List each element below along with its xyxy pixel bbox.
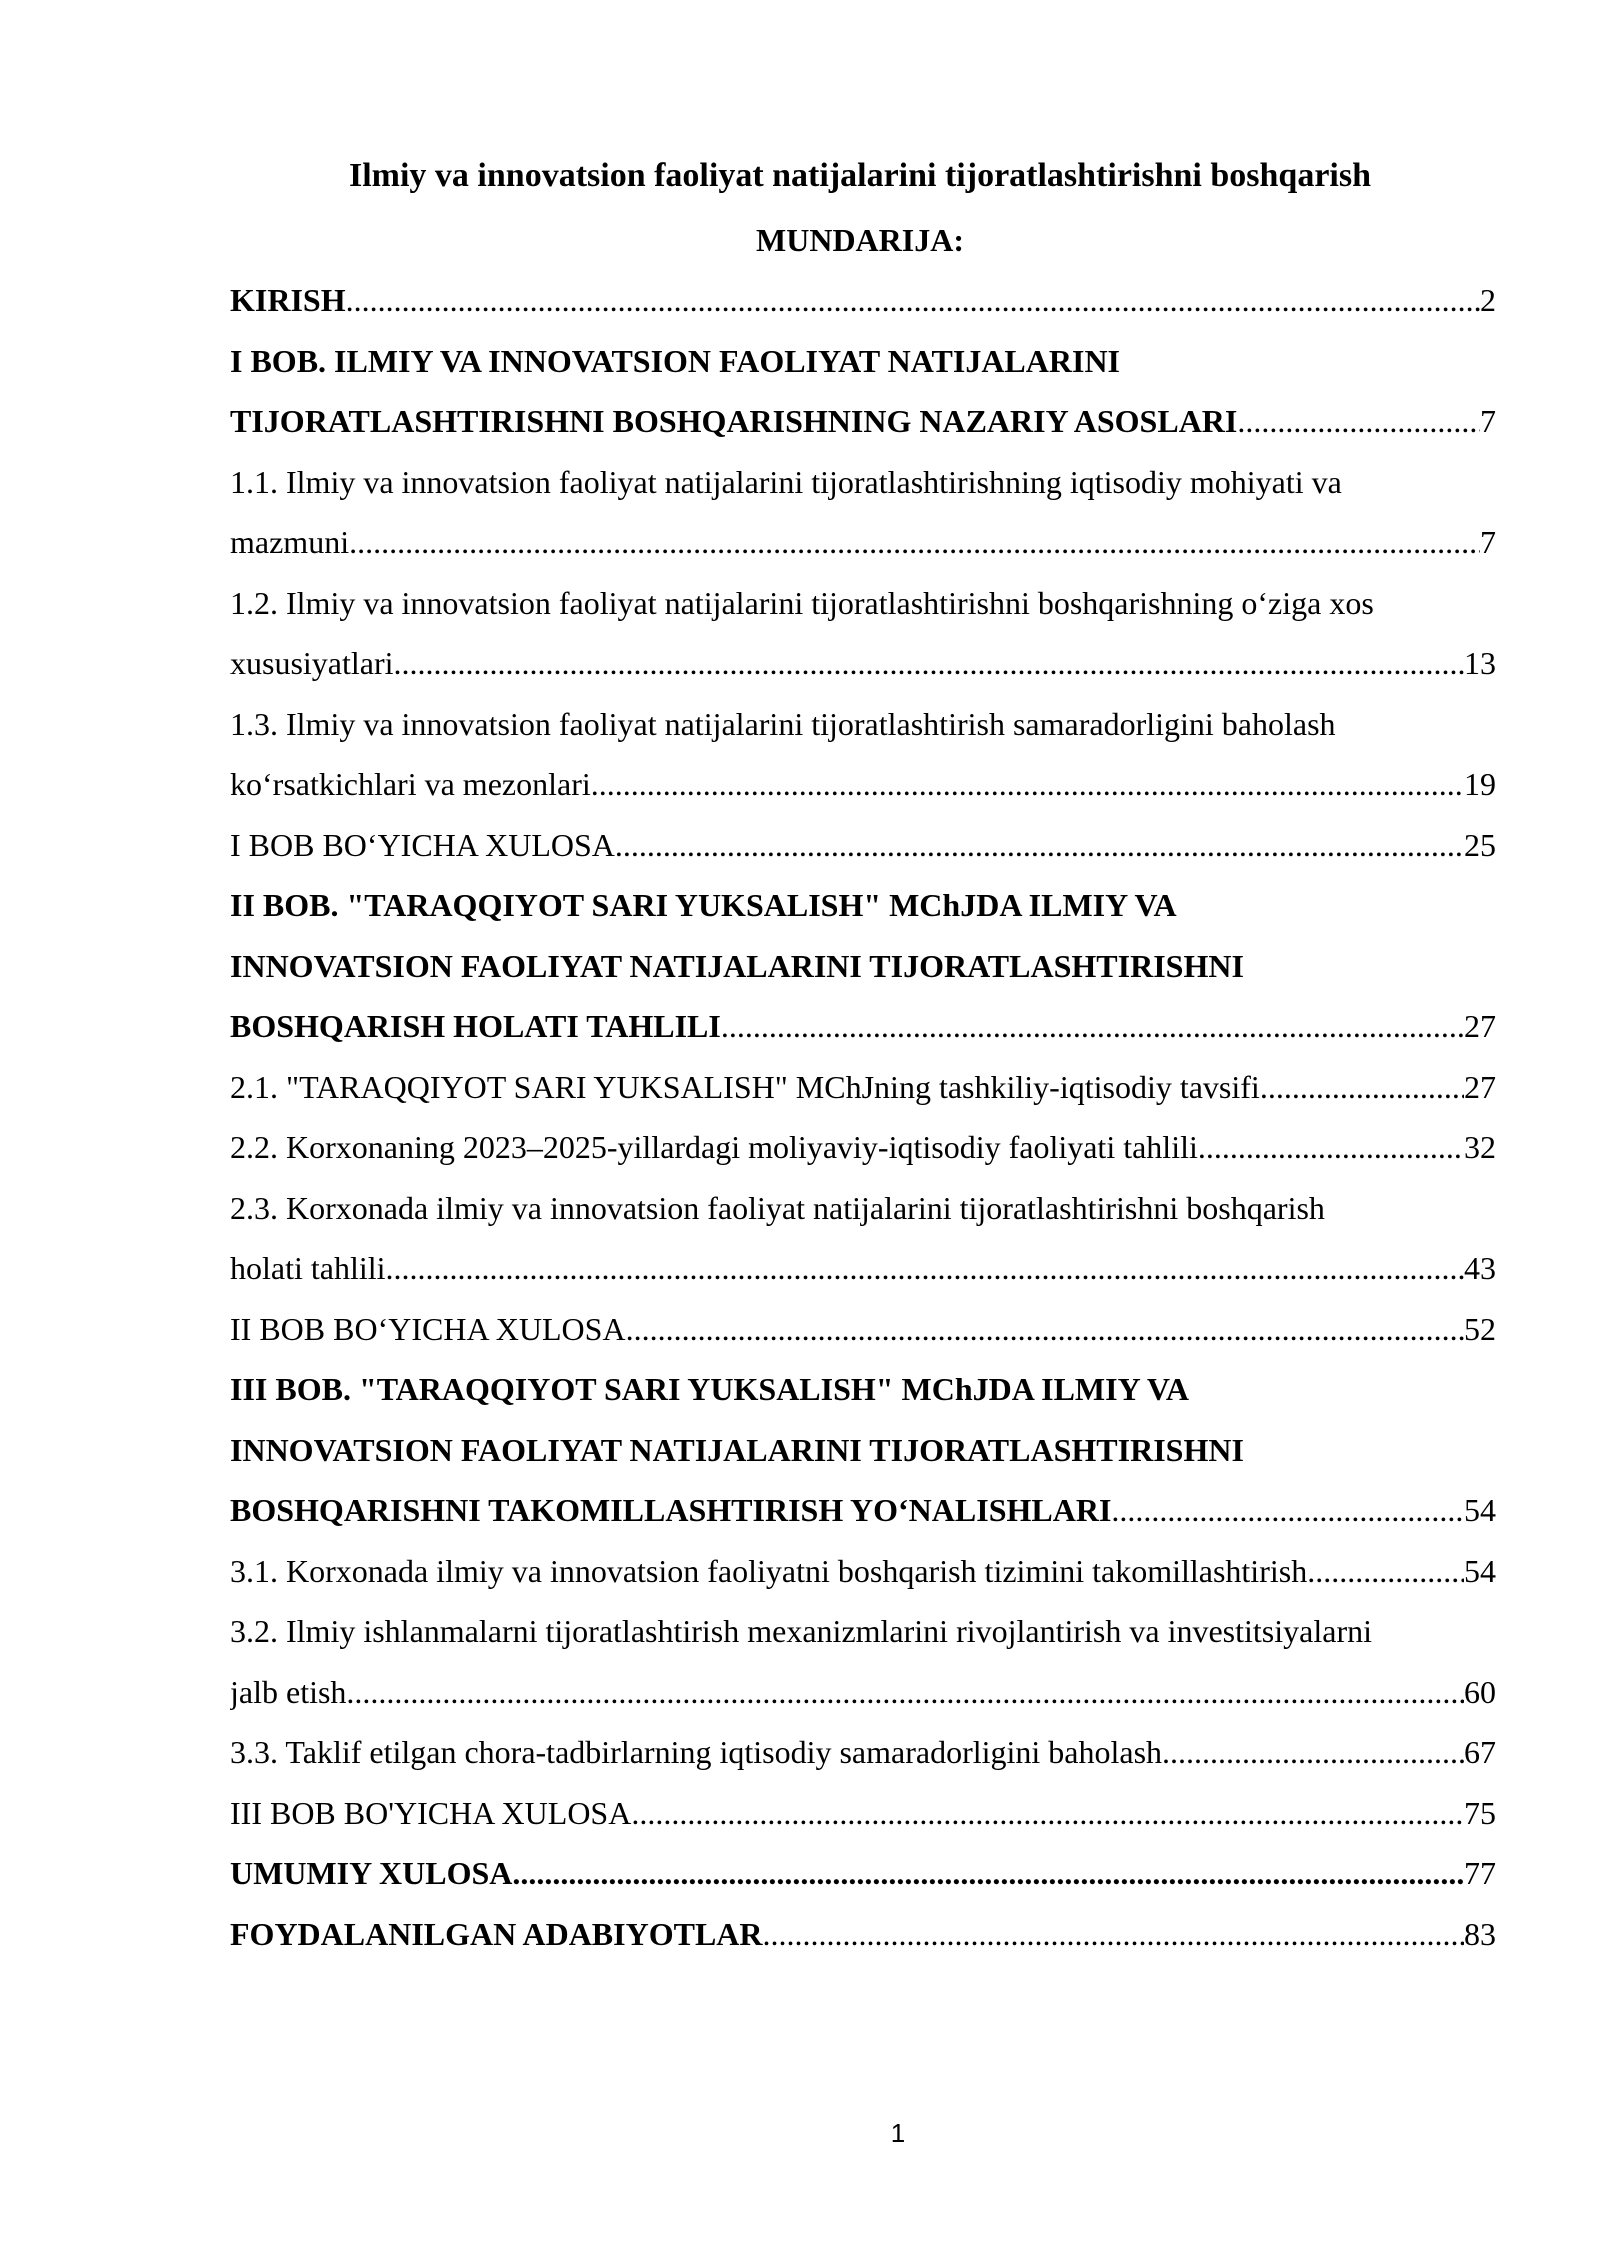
toc-page-number: 7 xyxy=(1480,403,1496,439)
toc-entry-text: BOSHQARISH HOLATI TAHLILI xyxy=(230,1008,721,1044)
toc-page-number: 43 xyxy=(1464,1250,1496,1286)
toc-entry-text: 2.1. "TARAQQIYOT SARI YUKSALISH" MChJning tashkiliy-iqtisodiy tavsifi xyxy=(230,1068,1260,1105)
dot-leader xyxy=(346,1662,1464,1723)
toc-entry-chapter-3-line-2: INNOVATSION FAOLIYAT NATIJALARINI TIJORATLASHTIRISHNI xyxy=(230,1431,1244,1468)
toc-page-number: 25 xyxy=(1464,826,1496,863)
toc-page-number: 2 xyxy=(1480,282,1496,318)
toc-page-number: 54 xyxy=(1464,1552,1496,1589)
toc-entry-text: 2.2. Korxonaning 2023–2025-yillardagi moliyaviy-iqtisodiy faoliyati tahlili xyxy=(230,1129,1198,1165)
toc-entry-section-3-3 xyxy=(230,1722,1496,1783)
toc-entry-text: III BOB BO'YICHA XULOSA xyxy=(230,1794,632,1831)
toc-entry-chapter-1-line-1: I BOB. ILMIY VA INNOVATSION FAOLIYAT NATIJALARINI xyxy=(230,342,1120,379)
toc-page-number: 75 xyxy=(1464,1794,1496,1831)
toc-entry-chapter-3-line-3 xyxy=(230,1480,1496,1541)
dot-leader xyxy=(1307,1541,1464,1602)
dot-leader xyxy=(386,1238,1464,1299)
toc-entry-section-3-2-line-2 xyxy=(230,1662,1496,1723)
toc-entry-text: mazmuni xyxy=(230,524,350,560)
toc-page-number: 54 xyxy=(1464,1492,1496,1528)
toc-entry-text: BOSHQARISHNI TAKOMILLASHTIRISH YO‘NALISHLARI xyxy=(230,1492,1112,1528)
dot-leader xyxy=(763,1904,1465,1965)
toc-entry-chapter-2-line-3 xyxy=(230,996,1496,1057)
dot-leader xyxy=(615,815,1464,876)
dot-leader xyxy=(626,1299,1464,1360)
toc-entry-kirish xyxy=(230,270,1496,331)
dot-leader xyxy=(631,1783,1464,1844)
toc-page-number: 27 xyxy=(1464,1068,1496,1105)
dot-leader xyxy=(1260,1057,1464,1118)
toc-page-number: 19 xyxy=(1464,766,1496,802)
toc-entry-section-2-3-line-1: 2.3. Korxonada ilmiy va innovatsion faoliyat natijalarini tijoratlashtirishni boshqarish xyxy=(230,1189,1325,1226)
toc-entry-section-2-1 xyxy=(230,1057,1496,1118)
toc-entry-references xyxy=(230,1904,1496,1965)
dot-leader xyxy=(1162,1722,1464,1783)
toc-page-number: 60 xyxy=(1464,1673,1496,1710)
toc-entry-text: II BOB BO‘YICHA XULOSA xyxy=(230,1310,626,1347)
dot-leader xyxy=(346,270,1480,331)
toc-page-number: 83 xyxy=(1464,1915,1496,1952)
toc-entry-section-3-1 xyxy=(230,1541,1496,1602)
dot-leader xyxy=(1237,391,1480,452)
toc-entry-section-1-3-line-1: 1.3. Ilmiy va innovatsion faoliyat natijalarini tijoratlashtirish samaradorligini baholash xyxy=(230,705,1336,742)
toc-entry-text: jalb etish xyxy=(230,1673,347,1710)
toc-page-number: 32 xyxy=(1464,1129,1496,1165)
toc-page-number: 27 xyxy=(1464,1008,1496,1044)
toc-entry-chapter-1-conclusion xyxy=(230,815,1496,876)
dot-leader xyxy=(1111,1480,1464,1541)
dot-leader xyxy=(512,1843,1464,1904)
toc-entry-text: 3.1. Korxonada ilmiy va innovatsion faoliyatni boshqarish tizimini takomillashtirish xyxy=(230,1552,1308,1589)
toc-entry-section-1-1-line-2 xyxy=(230,512,1496,573)
dot-leader xyxy=(349,512,1480,573)
page-number-footer: 1 xyxy=(890,2118,906,2148)
toc-entry-text: holati tahlili xyxy=(230,1250,386,1286)
toc-entry-section-1-1-line-1: 1.1. Ilmiy va innovatsion faoliyat natijalarini tijoratlashtirishning iqtisodiy mohiyati va xyxy=(230,463,1342,500)
toc-entry-text: FOYDALANILGAN ADABIYOTLAR xyxy=(230,1915,763,1952)
toc-entry-chapter-1-line-2 xyxy=(230,391,1496,452)
toc-page-number: 13 xyxy=(1464,645,1496,681)
toc-entry-section-3-2-line-1: 3.2. Ilmiy ishlanmalarni tijoratlashtirish mexanizmlarini rivojlantirish va investitsiyalarni xyxy=(230,1613,1372,1649)
toc-entry-text: xususiyatlari xyxy=(230,645,394,681)
toc-entry-section-1-2-line-1: 1.2. Ilmiy va innovatsion faoliyat natijalarini tijoratlashtirishni boshqarishning o‘ziga xos xyxy=(230,584,1374,621)
dot-leader xyxy=(721,996,1464,1057)
toc-entry-text: I BOB BO‘YICHA XULOSA xyxy=(230,826,615,863)
toc-page-number: 67 xyxy=(1464,1734,1496,1770)
toc-entry-section-1-3-line-2 xyxy=(230,754,1496,815)
document-title: Ilmiy va innovatsion faoliyat natijalarini tijoratlashtirishni boshqarish xyxy=(348,157,1372,194)
dot-leader xyxy=(1198,1117,1464,1178)
toc-page-number: 52 xyxy=(1464,1310,1496,1347)
toc-entry-chapter-2-conclusion xyxy=(230,1299,1496,1360)
table-of-contents xyxy=(230,270,1496,1964)
toc-entry-chapter-2-line-2: INNOVATSION FAOLIYAT NATIJALARINI TIJORATLASHTIRISHNI xyxy=(230,947,1244,984)
toc-entry-chapter-3-line-1: III BOB. "TARAQQIYOT SARI YUKSALISH" MChJDA ILMIY VA xyxy=(230,1371,1189,1407)
toc-heading: MUNDARIJA: xyxy=(756,222,964,258)
toc-page-number: 7 xyxy=(1480,524,1496,560)
toc-entry-chapter-3-conclusion xyxy=(230,1783,1496,1844)
toc-entry-text: UMUMIY XULOSA xyxy=(230,1855,513,1891)
toc-entry-section-2-3-line-2 xyxy=(230,1238,1496,1299)
dot-leader xyxy=(394,633,1464,694)
toc-entry-text: TIJORATLASHTIRISHNI BOSHQARISHNING NAZARIY ASOSLARI xyxy=(230,403,1238,439)
toc-entry-text: 3.3. Taklif etilgan chora-tadbirlarning iqtisodiy samaradorligini baholash xyxy=(230,1734,1163,1770)
toc-entry-chapter-2-line-1: II BOB. "TARAQQIYOT SARI YUKSALISH" MChJDA ILMIY VA xyxy=(230,887,1177,923)
toc-entry-section-2-2 xyxy=(230,1117,1496,1178)
toc-entry-text: KIRISH xyxy=(230,282,346,318)
toc-entry-section-1-2-line-2 xyxy=(230,633,1496,694)
toc-entry-text: ko‘rsatkichlari va mezonlari xyxy=(230,766,591,802)
dot-leader xyxy=(591,754,1464,815)
toc-entry-general-conclusion xyxy=(230,1843,1496,1904)
toc-page-number: 77 xyxy=(1464,1855,1496,1891)
